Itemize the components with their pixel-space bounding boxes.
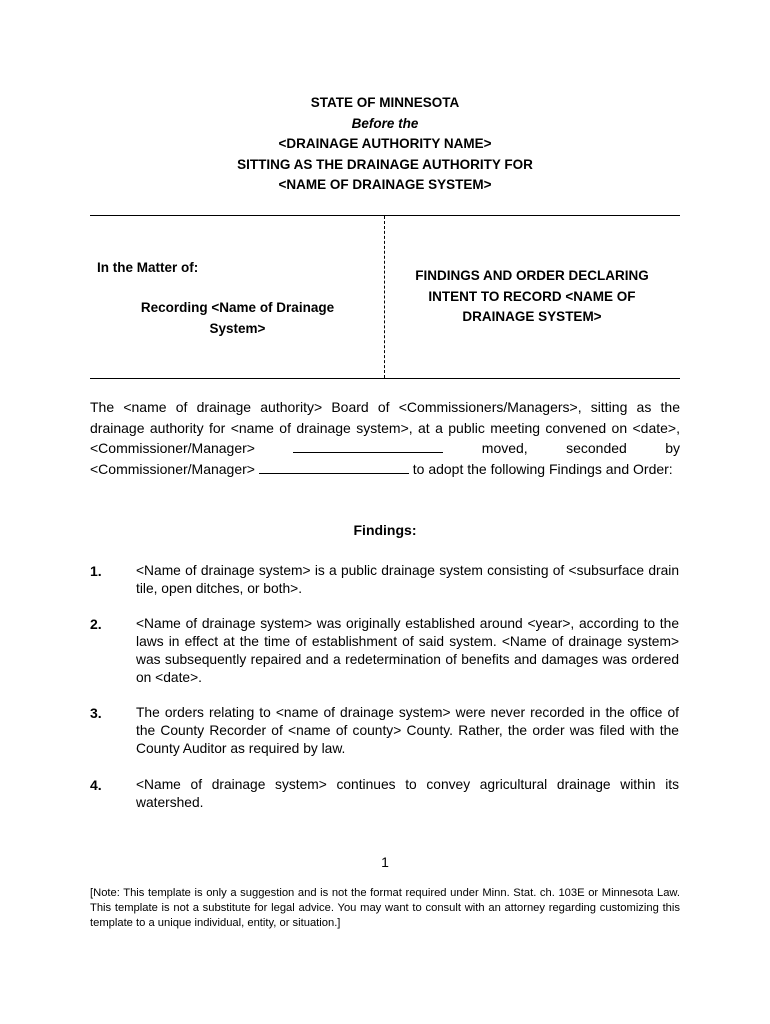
document-header <box>90 93 680 196</box>
intro-part-3: to adopt the following Findings and Order: <box>412 460 673 477</box>
finding-number: 2. <box>90 616 102 632</box>
caption-bottom-rule <box>90 378 680 379</box>
finding-text: The orders relating to <name of drainage system> were never recorded in the office of the County Recorder of <name of county> County. Rather, the order was filed with the County Auditor as required by law. <box>136 705 679 756</box>
header-authority-name: <DRAINAGE AUTHORITY NAME> <box>278 136 492 151</box>
title-line-3: DRAINAGE SYSTEM> <box>462 309 602 324</box>
caption-top-rule <box>90 215 680 216</box>
commissioner-blank-2[interactable] <box>259 459 409 474</box>
recording-label <box>110 298 365 339</box>
finding-number: 1. <box>90 563 102 579</box>
title-line-1: FINDINGS AND ORDER DECLARING <box>415 268 649 283</box>
finding-text: <Name of drainage system> was originally established around <year>, according to the laws in effect at the time of establishment of said system. <Name of drainage system> was subsequently repaired and a redetermination of benefits and damages was ordered on <date>. <box>136 616 679 685</box>
intro-part-1: The <name of drainage authority> Board of <Commissioners/Managers>, sitting as the drainage authority for <name of drainage system>, at a public meeting convened on <date>, <Commissioner/Manager> <box>90 399 680 456</box>
recording-line-2: System> <box>209 320 266 336</box>
finding-text: <Name of drainage system> continues to convey agricultural drainage within its watershed. <box>136 777 679 810</box>
finding-text: <Name of drainage system> is a public drainage system consisting of <subsurface drain tile, open ditches, or both>. <box>136 563 679 596</box>
commissioner-blank-1[interactable] <box>293 438 443 453</box>
intro-paragraph <box>90 397 680 479</box>
document-title <box>386 266 678 328</box>
caption-divider <box>384 216 385 378</box>
page-number: 1 <box>381 854 389 870</box>
finding-number: 4. <box>90 777 102 793</box>
header-before: Before the <box>351 115 419 131</box>
footer-note: [Note: This template is only a suggestion and is not the format required under Minn. Stat. ch. 103E or Minnesota Law. This template is not a substitute for legal advice. You may want to consult with an attorney regarding customizing this template to a unique individual, entity, or situation.] <box>90 887 680 929</box>
header-state: STATE OF MINNESOTA <box>310 95 460 110</box>
recording-line-1: Recording <Name of Drainage <box>140 300 335 315</box>
intro-part-2: moved, seconded by <Commissioner/Manager> <box>90 440 680 477</box>
title-line-2: INTENT TO RECORD <NAME OF <box>428 288 636 304</box>
header-sitting-as: SITTING AS THE DRAINAGE AUTHORITY FOR <box>237 156 533 172</box>
finding-number: 3. <box>90 705 102 721</box>
in-the-matter-of: In the Matter of: <box>97 260 199 275</box>
findings-heading: Findings: <box>353 522 417 538</box>
header-system-name: <NAME OF DRAINAGE SYSTEM> <box>278 177 492 192</box>
